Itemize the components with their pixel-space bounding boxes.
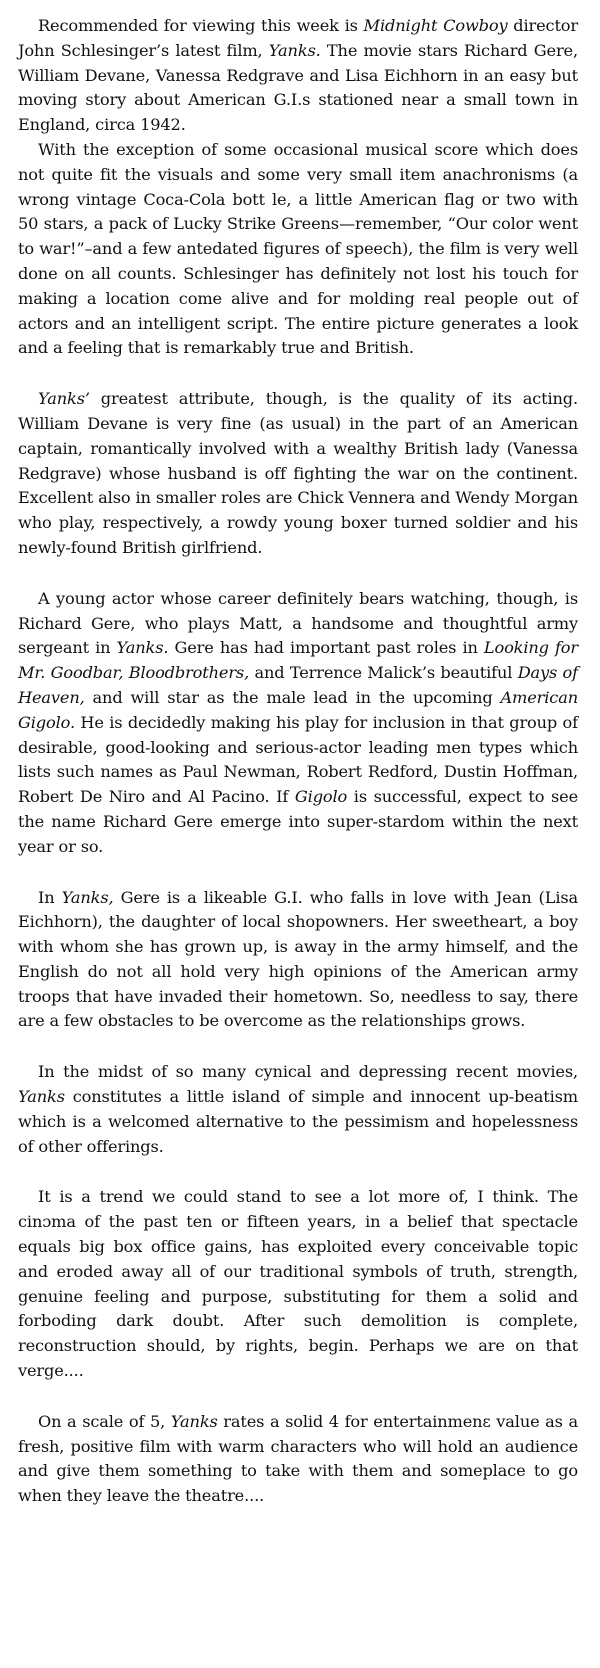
article-column [18,14,578,1509]
italic-title: Yanks [170,1411,218,1431]
italic-title: Yanks, [61,887,114,907]
paragraph-acting [18,387,578,561]
paragraph-intro [18,14,578,138]
italic-title: Yanks. [268,40,321,60]
paragraph-exceptions [18,138,578,361]
text-run: He is decidedly making his play for inclusion in that group of desirable, good-looking and serious-actor leading men types which lists such names as Paul Newman, Robert Redford, Dustin Hoffman, Robert De Niro and Al Pacino. If [18,712,578,807]
italic-title: American Gigolo. [18,687,578,732]
paragraph-island [18,1060,578,1159]
text-run: With the exception of some occasional musical score which does not quite fit the visuals and some very small item anachronisms (a wrong vintage Coca-Cola bott le, a little American flag or two with 50 stars, a pack of Lucky Strike Greens—remember, “Our color went to war!”–and a few antedated figures of speech), the film is very well done on all counts. Schlesinger has definitely not lost his touch for making a location come alive and for molding real people out of actors and an intelligent script. The entire picture generates a look and a feeling that is remarkably true and British. [18,139,578,358]
text-run: On a scale of 5, [38,1411,171,1431]
text-run: is successful, expect to see the name Richard Gere emerge into super-stardom within the next year or so. [18,787,578,856]
text-run: It is a trend we could stand to see a lot more of, I think. The cinɔma of the past ten or fifteen years, in a belief that spectacle equals big box office gains, has exploited every conceivable topic and eroded away all of our traditional symbols of truth, strength, genuine feeling and purpose, substituting for them a solid and forboding dark doubt. After such demolition is complete, reconstruction should, by rights, begin. Perhaps we are on that verge.... [18,1187,578,1381]
text-run: Gere is a likeable G.I. who falls in love with Jean (Lisa Eichhorn), the daughter of local shopowners. Her sweetheart, a boy with whom she has grown up, is away in the army himself, and the English do not all hold very high opinions of the American army troops that have invaded their hometown. So, needless to say, there are a few obstacles to be overcome as the relationships grows. [18,887,579,1031]
text-run: Recommended for viewing this week is [38,16,364,35]
italic-title: Midnight Cowboy [363,16,508,35]
italic-title: Days of Heaven, [18,663,578,707]
text-run: In the midst of so many cynical and depressing recent movies, [38,1062,578,1082]
text-run: The movie stars Richard Gere, William Devane, Vanessa Redgrave and Lisa Eichhorn in an easy but moving story about American G.I.s stationed near a small town in England, circa 1942. [18,40,578,135]
text-run: and Terrence Malick’s beautiful [249,663,518,683]
text-run: In [38,887,62,907]
paragraph-richard-gere [18,587,578,860]
italic-title: Yanks. [116,638,169,658]
text-run: greatest attribute, though, is the quality of its acting. William Devane is very fine (as usual) in the part of an American captain, romantically involved with a wealthy British lady (Vanessa Redgrave) whose husband is off fighting the war on the continent. Excellent also in smaller roles are Chick Vennera and Wendy Morgan who play, respectively, a rowdy young boxer turned soldier and his newly-found British girlfriend. [18,389,578,557]
italic-title: Yanks’ [38,389,90,409]
italic-title: Looking for Mr. Goodbar, Bloodbrothers, [18,638,578,683]
italic-title: Gigolo [294,787,348,807]
text-run: constitutes a little island of simple and innocent up-beatism which is a welcomed alternative to the pessimism and hopelessness of other offerings. [18,1087,578,1156]
paragraph-trend [18,1185,578,1383]
text-run: and will star as the male lead in the upcoming [84,687,501,707]
paragraph-plot [18,886,578,1035]
text-run: Gere has had important past roles in [168,638,484,658]
paragraph-rating [18,1410,578,1509]
text-run: A young actor whose career definitely bears watching, though, is Richard Gere, who plays Matt, a handsome and thoughtful army sergeant in [18,588,578,658]
text-run: rates a solid 4 for entertainmenɛ value as a fresh, positive film with warm characters who will hold an audience and give them something to take with them and someplace to go when they leave the theatre.... [18,1411,578,1506]
italic-title: Yanks [18,1087,65,1107]
text-run: director John Schlesinger’s latest film, [18,16,578,60]
